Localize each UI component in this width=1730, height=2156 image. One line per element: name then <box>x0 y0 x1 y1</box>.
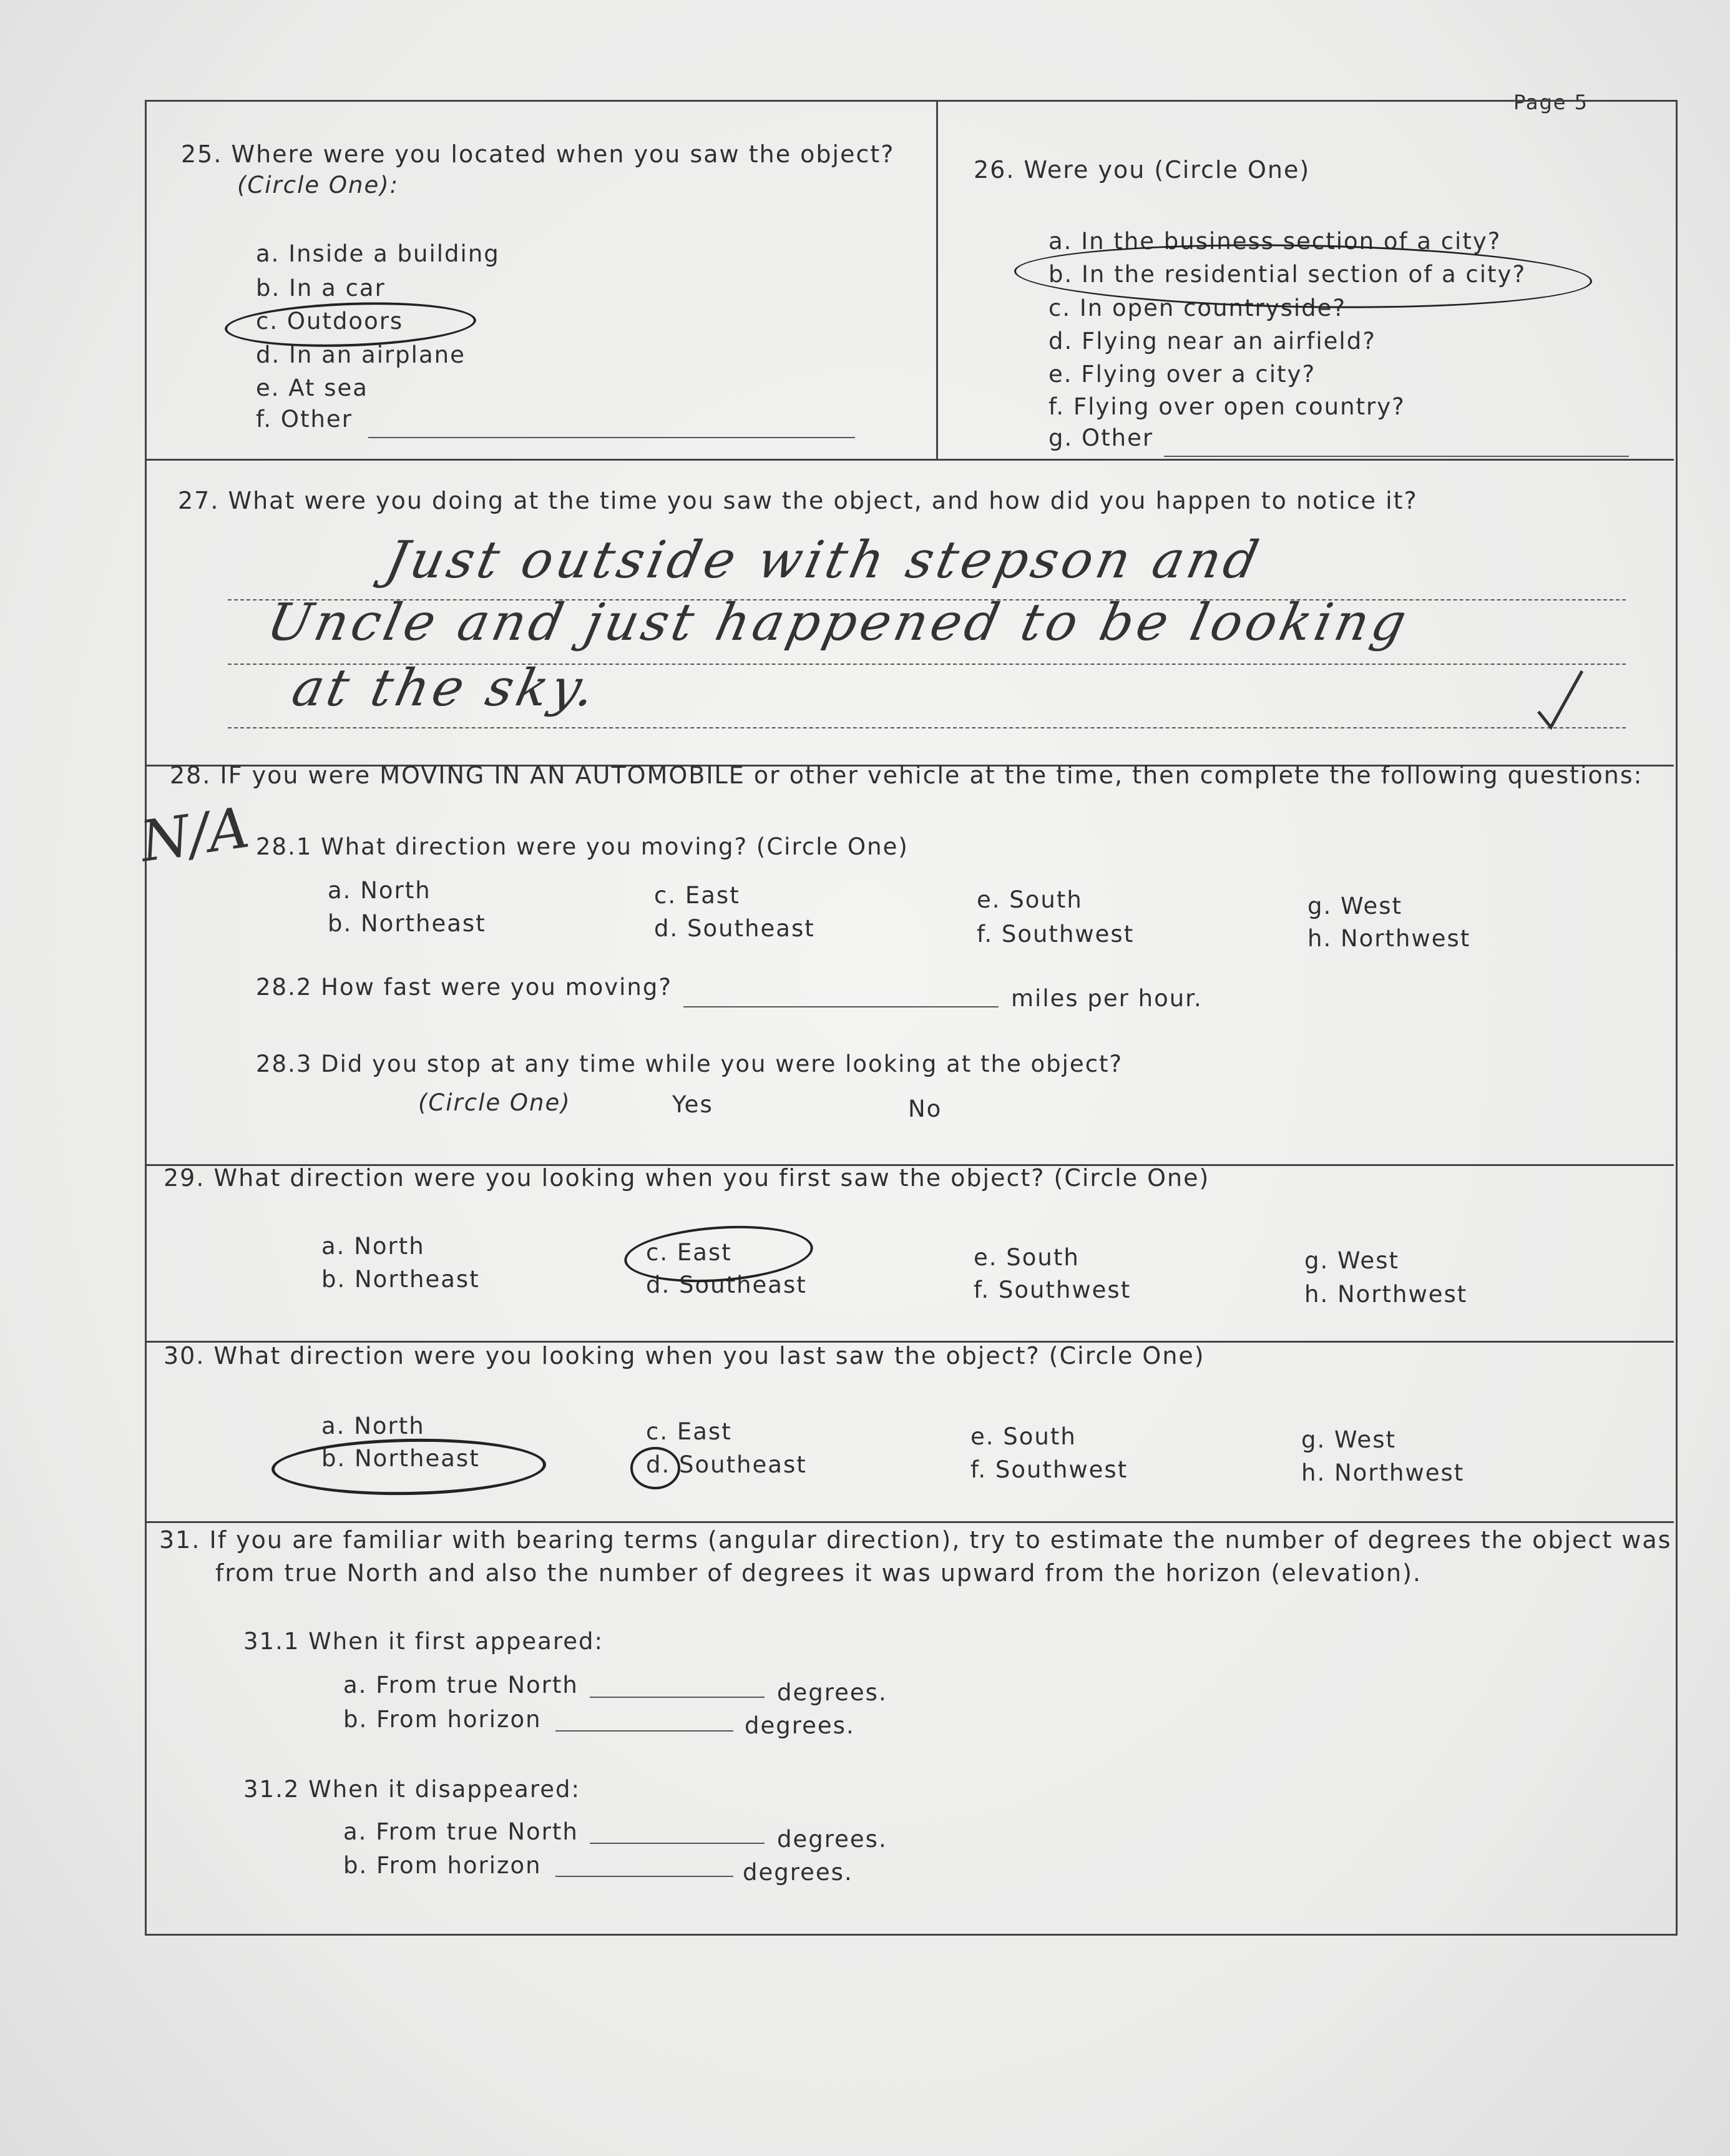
q29-text: 29. What direction were you looking when you first saw the object? (Circle One) <box>164 1164 1210 1192</box>
q27-text: 27. What were you doing at the time you saw the object, and how did you happen to notice it? <box>178 487 1418 514</box>
q28-1-option-a[interactable]: a. North <box>328 877 431 904</box>
q31-2-option-a: a. From true North <box>343 1818 579 1845</box>
q28-1-option-f[interactable]: f. Southwest <box>977 921 1135 948</box>
q31-1-unit-b: degrees. <box>745 1712 855 1739</box>
q31-1-horizon-blank[interactable] <box>555 1730 733 1732</box>
q30-text: 30. What direction were you looking when you last saw the object? (Circle One) <box>164 1342 1205 1370</box>
q25-option-d[interactable]: d. In an airplane <box>256 341 466 368</box>
q30-option-g[interactable]: g. West <box>1301 1426 1396 1453</box>
q28-3-option-no[interactable]: No <box>908 1095 942 1122</box>
divider-vertical <box>936 100 938 461</box>
q31-2-text: 31.2 When it disappeared: <box>243 1776 580 1803</box>
q29-option-e[interactable]: e. South <box>974 1244 1080 1271</box>
q25-other-blank[interactable] <box>368 437 855 438</box>
q31-1-text: 31.1 When it first appeared: <box>243 1628 604 1655</box>
q29-option-g[interactable]: g. West <box>1304 1247 1399 1274</box>
q26-option-g[interactable]: g. Other <box>1048 424 1154 451</box>
divider-5 <box>145 1521 1674 1523</box>
q31-text-line-1: 31. If you are familiar with bearing terms (angular direction), try to estimate the number of degrees the object was <box>159 1526 1672 1554</box>
q30-option-a[interactable]: a. North <box>321 1413 425 1439</box>
q31-text-line-2: from true North and also the number of degrees it was upward from the horizon (elevation). <box>215 1559 1422 1587</box>
q26-option-d[interactable]: d. Flying near an airfield? <box>1048 328 1376 355</box>
form-frame <box>145 100 1678 1936</box>
q29-option-f[interactable]: f. Southwest <box>974 1276 1131 1303</box>
q28-3-option-yes[interactable]: Yes <box>672 1091 713 1118</box>
q28-1-text: 28.1 What direction were you moving? (Circle One) <box>256 833 909 860</box>
q25-instruction: (Circle One): <box>237 172 399 198</box>
q28-na-mark: N/A <box>136 795 253 875</box>
q28-1-option-g[interactable]: g. West <box>1307 893 1402 919</box>
q29-option-a[interactable]: a. North <box>321 1233 425 1260</box>
q26-option-a[interactable]: a. In the business section of a city? <box>1048 228 1502 255</box>
q26-option-c[interactable]: c. In open countryside? <box>1048 295 1347 321</box>
q25-option-a[interactable]: a. Inside a building <box>256 240 500 267</box>
q27-handwriting-3: at the sky. <box>286 659 604 718</box>
page-number: Page 5 <box>1513 91 1588 114</box>
q28-1-option-d[interactable]: d. Southeast <box>654 915 815 942</box>
q30-option-d[interactable]: d. Southeast <box>646 1451 807 1478</box>
q25-option-f[interactable]: f. Other <box>256 406 353 433</box>
q29-option-b[interactable]: b. Northeast <box>321 1266 480 1293</box>
q27-check-mark <box>1535 668 1585 730</box>
q29-option-h[interactable]: h. Northwest <box>1304 1281 1468 1308</box>
q31-2-north-blank[interactable] <box>590 1843 765 1844</box>
q30-option-h[interactable]: h. Northwest <box>1301 1459 1465 1486</box>
q31-1-option-b: b. From horizon <box>343 1706 542 1733</box>
q31-2-option-b: b. From horizon <box>343 1852 542 1879</box>
q30-answer-circle-southeast <box>630 1447 680 1489</box>
q28-2-text: 28.2 How fast were you moving? <box>256 974 672 1001</box>
q28-text: 28. IF you were MOVING IN AN AUTOMOBILE or other vehicle at the time, then complete the following questions: <box>170 762 1643 789</box>
q28-2-speed-blank[interactable] <box>683 1006 999 1007</box>
q28-3-instruction: (Circle One) <box>418 1089 571 1116</box>
q28-1-option-c[interactable]: c. East <box>654 882 740 909</box>
q26-option-b[interactable]: b. In the residential section of a city? <box>1048 261 1527 288</box>
q28-1-option-b[interactable]: b. Northeast <box>328 910 486 937</box>
q26-other-blank[interactable] <box>1164 456 1629 457</box>
q30-option-c[interactable]: c. East <box>646 1418 732 1445</box>
q28-2-unit: miles per hour. <box>1011 985 1203 1012</box>
q26-text: 26. Were you (Circle One) <box>974 156 1311 184</box>
q30-option-e[interactable]: e. South <box>970 1423 1077 1450</box>
q30-option-b[interactable]: b. Northeast <box>321 1445 480 1472</box>
q30-option-f[interactable]: f. Southwest <box>970 1456 1128 1483</box>
q28-3-text: 28.3 Did you stop at any time while you were looking at the object? <box>256 1051 1123 1077</box>
q31-1-north-blank[interactable] <box>590 1697 765 1698</box>
q31-2-unit-b: degrees. <box>743 1859 853 1886</box>
q27-handwriting-2: Uncle and just happened to be looking <box>261 593 1415 652</box>
q28-1-option-e[interactable]: e. South <box>977 886 1083 913</box>
q28-1-option-h[interactable]: h. Northwest <box>1307 925 1471 952</box>
q31-2-horizon-blank[interactable] <box>555 1876 733 1877</box>
q25-option-e[interactable]: e. At sea <box>256 375 368 401</box>
divider-1 <box>145 459 1674 461</box>
q31-2-unit-a: degrees. <box>777 1826 887 1853</box>
q26-option-f[interactable]: f. Flying over open country? <box>1048 393 1405 420</box>
q31-1-option-a: a. From true North <box>343 1672 579 1698</box>
q27-line-3[interactable] <box>228 727 1626 728</box>
q25-text: 25. Where were you located when you saw the object? <box>181 140 895 168</box>
q27-handwriting-1: Just outside with stepson and <box>380 531 1268 590</box>
q25-option-c[interactable]: c. Outdoors <box>256 308 404 335</box>
q29-option-d[interactable]: d. Southeast <box>646 1272 807 1298</box>
q29-option-c[interactable]: c. East <box>646 1239 732 1266</box>
q26-option-e[interactable]: e. Flying over a city? <box>1048 361 1316 388</box>
q31-1-unit-a: degrees. <box>777 1679 887 1706</box>
q25-option-b[interactable]: b. In a car <box>256 275 386 301</box>
